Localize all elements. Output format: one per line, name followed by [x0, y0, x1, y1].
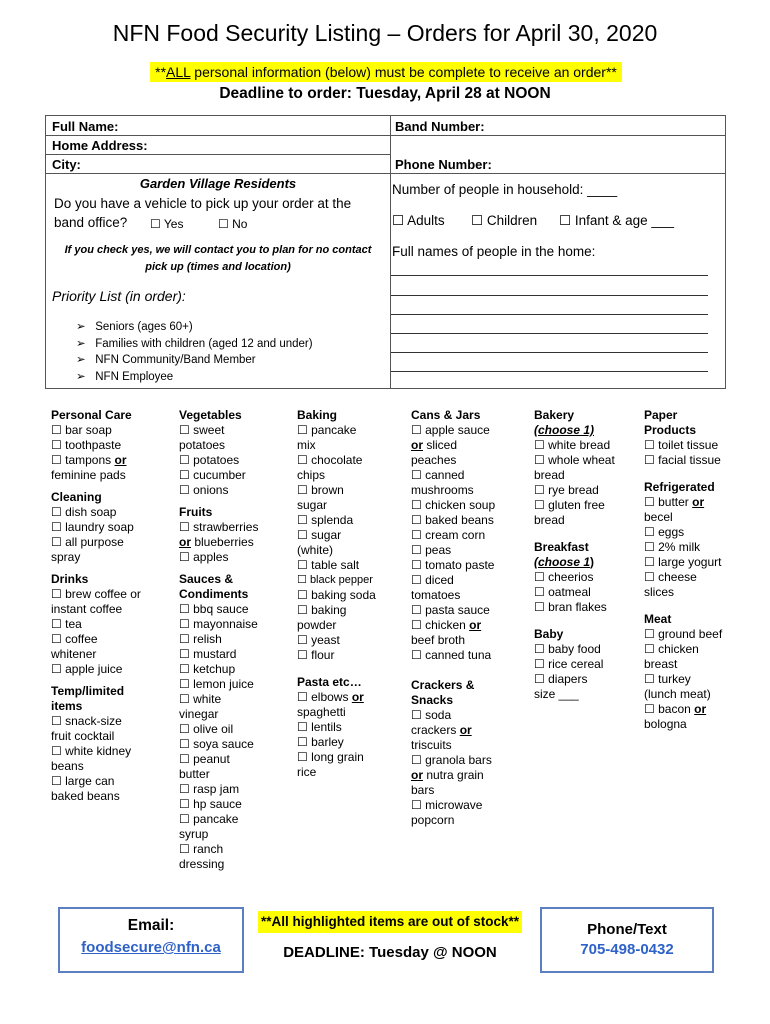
contact-note: If you check yes, we will contact you to plan for no contact [64, 244, 372, 256]
meat-heading: Meat [644, 612, 672, 626]
item-mustard[interactable]: ☐ mustard [179, 647, 258, 662]
item-rice-cereal[interactable]: ☐ rice cereal [534, 657, 615, 672]
item-snack-size[interactable]: ☐ snack-size [51, 714, 141, 729]
phone-number[interactable]: 705-498-0432 [580, 941, 674, 958]
item-ground-beef[interactable]: ☐ ground beef [644, 627, 722, 642]
adults-checkbox[interactable] [392, 213, 445, 229]
item-pancake-mix[interactable]: ☐ pancake [297, 423, 376, 438]
item-mix: mix [297, 438, 316, 452]
footer-deadline: DEADLINE: Tuesday @ NOON [283, 944, 497, 961]
name-line[interactable] [391, 314, 708, 315]
item-flour[interactable]: ☐ flour [297, 648, 376, 663]
item-chocolate-chips[interactable]: ☐ chocolate [297, 453, 376, 468]
item-splenda[interactable]: ☐ splenda [297, 513, 376, 528]
sauces-heading-2: Condiments [179, 587, 249, 601]
item-milk[interactable]: ☐ 2% milk [644, 540, 722, 555]
item-potatoes[interactable]: ☐ potatoes [179, 453, 258, 468]
full-names-label: Full names of people in the home: [392, 244, 596, 259]
item-pasta-sauce[interactable]: ☐ pasta sauce [411, 603, 495, 618]
column-paper [644, 408, 722, 732]
item-brew-coffee[interactable]: ☐ brew coffee or [51, 587, 141, 602]
item-peaches: peaches [411, 453, 457, 467]
item-syrup: syrup [179, 827, 209, 841]
item-dish-soap[interactable]: ☐ dish soap [51, 505, 141, 520]
item-apple-juice[interactable]: ☐ apple juice [51, 662, 141, 677]
baking-heading: Baking [297, 408, 338, 422]
item-mayonnaise[interactable]: ☐ mayonnaise [179, 617, 258, 632]
item-olive-oil[interactable]: ☐ olive oil [179, 722, 258, 737]
phone-label: Phone/Text [587, 921, 667, 938]
item-sweet-potatoes[interactable]: ☐ sweet [179, 423, 258, 438]
item-diaper-size[interactable]: size ___ [534, 687, 579, 701]
paper-heading-2: Products [644, 423, 697, 437]
item-fruit-cocktail: fruit cocktail [51, 729, 115, 743]
temp-items-heading: Temp/limited [51, 684, 125, 698]
item-rye-bread[interactable]: ☐ rye bread [534, 483, 615, 498]
notice-banner [150, 62, 622, 82]
item-mushrooms: mushrooms [411, 483, 474, 497]
yes-label: Yes [163, 217, 184, 231]
infant-checkbox[interactable] [559, 213, 674, 229]
item-lemon-juice[interactable]: ☐ lemon juice [179, 677, 258, 692]
item-ranch-dressing[interactable]: ☐ ranch [179, 842, 258, 857]
no-checkbox[interactable] [218, 217, 247, 231]
cans-heading: Cans & Jars [411, 408, 481, 422]
item-nutra-grain: or nutra grain [411, 768, 484, 782]
item-baby-food[interactable]: ☐ baby food [534, 642, 615, 657]
item-large-yogurt[interactable]: ☐ large yogurt [644, 555, 722, 570]
band-number-field[interactable]: Band Number: [395, 119, 485, 134]
item-spaghetti: spaghetti [297, 705, 346, 719]
item-granola-bars[interactable]: ☐ granola bars [411, 753, 495, 768]
home-address-field[interactable]: Home Address: [52, 138, 148, 153]
notice-all: ALL [166, 64, 191, 80]
notice-prefix: ** [155, 64, 167, 80]
item-sliced: or sliced [411, 438, 458, 452]
item-turkey[interactable]: ☐ turkey [644, 672, 722, 687]
item-dressing: dressing [179, 857, 225, 871]
item-gluten-free[interactable]: ☐ gluten free [534, 498, 615, 513]
adults-label: Adults [407, 213, 445, 228]
item-tampons[interactable]: ☐ tampons or [51, 453, 141, 468]
children-label: Children [486, 213, 538, 228]
item-peanut-butter[interactable]: ☐ peanut [179, 752, 258, 767]
item-baking-soda[interactable]: ☐ baking soda [297, 588, 376, 603]
item-strawberries[interactable]: ☐ strawberries [179, 520, 258, 535]
infant-label: Infant & age ___ [574, 213, 674, 228]
vehicle-question-2: band office? [54, 215, 128, 230]
item-barley[interactable]: ☐ barley [297, 735, 376, 750]
item-cucumber[interactable]: ☐ cucumber [179, 468, 258, 483]
no-label: No [232, 217, 248, 231]
item-large-can[interactable]: ☐ large can [51, 774, 141, 789]
item-breast: breast [644, 657, 678, 671]
item-canned-tuna[interactable]: ☐ canned tuna [411, 648, 495, 663]
item-canned-mushrooms[interactable]: ☐ canned [411, 468, 495, 483]
item-beans: beans [51, 759, 84, 773]
item-tomatoes: tomatoes [411, 588, 461, 602]
item-vinegar: vinegar [179, 707, 219, 721]
item-sugar-text: sugar [297, 498, 328, 512]
item-bran-flakes[interactable]: ☐ bran flakes [534, 600, 615, 615]
vegetables-heading: Vegetables [179, 408, 242, 422]
item-bread: bread [534, 468, 565, 482]
phone-box [540, 907, 714, 973]
column-baking [297, 408, 376, 780]
name-line[interactable] [391, 333, 708, 334]
paper-heading: Paper [644, 408, 678, 422]
column-cans [411, 408, 495, 828]
out-of-stock-note: **All highlighted items are out of stock** [258, 911, 522, 933]
item-brown-sugar[interactable]: ☐ brown [297, 483, 376, 498]
personal-info-form [45, 115, 726, 389]
crackers-heading: Crackers & [411, 678, 475, 692]
vehicle-question: Do you have a vehicle to pick up your order at the [54, 196, 352, 211]
item-cream-corn[interactable]: ☐ cream corn [411, 528, 495, 543]
breakfast-heading: Breakfast [534, 540, 589, 554]
item-lunch-meat: (lunch meat) [644, 687, 711, 701]
garden-village-heading: Garden Village Residents [139, 176, 297, 191]
drinks-heading: Drinks [51, 572, 89, 586]
name-line[interactable] [391, 275, 708, 276]
bakery-choose: (choose 1) [534, 423, 595, 437]
sauces-heading: Sauces & [179, 572, 234, 586]
item-all-purpose[interactable]: ☐ all purpose [51, 535, 141, 550]
item-hp-sauce[interactable]: ☐ hp sauce [179, 797, 258, 812]
temp-items-heading-2: items [51, 699, 83, 713]
item-soda-crackers[interactable]: ☐ soda [411, 708, 495, 723]
item-tomato-paste[interactable]: ☐ tomato paste [411, 558, 495, 573]
column-bakery [534, 408, 615, 702]
item-instant-coffee: instant coffee [51, 602, 123, 616]
item-bar-soap[interactable]: ☐ bar soap [51, 423, 141, 438]
full-name-field[interactable]: Full Name: [52, 119, 119, 134]
item-crackers: crackers or [411, 723, 472, 737]
item-ketchup[interactable]: ☐ ketchup [179, 662, 258, 677]
item-chicken-broth[interactable]: ☐ chicken or [411, 618, 495, 633]
item-white-vinegar[interactable]: ☐ white [179, 692, 258, 707]
item-tea[interactable]: ☐ tea [51, 617, 141, 632]
item-powder: powder [297, 618, 337, 632]
item-feminine-pads: feminine pads [51, 468, 126, 482]
bakery-heading: Bakery [534, 408, 575, 422]
item-elbows[interactable]: ☐ elbows or [297, 690, 376, 705]
item-lentils[interactable]: ☐ lentils [297, 720, 376, 735]
item-onions[interactable]: ☐ onions [179, 483, 258, 498]
item-microwave-popcorn[interactable]: ☐ microwave [411, 798, 495, 813]
item-slices: slices [644, 585, 675, 599]
item-white-bread[interactable]: ☐ white bread [534, 438, 615, 453]
pasta-heading: Pasta etc… [297, 675, 362, 689]
item-beef-broth: beef broth [411, 633, 466, 647]
item-relish[interactable]: ☐ relish [179, 632, 258, 647]
personal-care-heading: Personal Care [51, 408, 132, 422]
name-line[interactable] [391, 371, 708, 372]
email-box [58, 907, 244, 973]
item-chips: chips [297, 468, 326, 482]
breakfast-choose: (choose 1) [534, 555, 595, 569]
item-rice: rice [297, 765, 317, 779]
children-checkbox[interactable] [471, 213, 537, 229]
item-pancake-syrup[interactable]: ☐ pancake [179, 812, 258, 827]
item-whole-wheat[interactable]: ☐ whole wheat [534, 453, 615, 468]
item-diced-tomatoes[interactable]: ☐ diced [411, 573, 495, 588]
item-sweet-potatoes-2: potatoes [179, 438, 226, 452]
item-baked-beans: baked beans [51, 789, 120, 803]
priority-item: ➢ Seniors (ages 60+) [76, 321, 193, 333]
item-toilet-tissue[interactable]: ☐ toilet tissue [644, 438, 722, 453]
item-oatmeal[interactable]: ☐ oatmeal [534, 585, 615, 600]
column-vegetables [179, 408, 258, 872]
item-black-pepper[interactable]: ☐ black pepper [297, 573, 376, 588]
priority-heading: Priority List (in order): [52, 288, 186, 304]
item-apples[interactable]: ☐ apples [179, 550, 258, 565]
item-white-kidney[interactable]: ☐ white kidney [51, 744, 141, 759]
priority-list [76, 319, 313, 385]
item-cheerios[interactable]: ☐ cheerios [534, 570, 615, 585]
item-bologna: bologna [644, 717, 687, 731]
item-baking-powder[interactable]: ☐ baking [297, 603, 376, 618]
item-blueberries: or blueberries [179, 535, 254, 549]
item-facial-tissue[interactable]: ☐ facial tissue [644, 453, 722, 468]
priority-item: ➢ NFN Employee [76, 370, 174, 383]
refrigerated-heading: Refrigerated [644, 480, 715, 494]
item-spray: spray [51, 550, 81, 564]
item-bars: bars [411, 783, 435, 797]
item-eggs[interactable]: ☐ eggs [644, 525, 722, 540]
email-link[interactable]: foodsecure@nfn.ca [81, 939, 221, 956]
priority-item: ➢ NFN Community/Band Member [76, 354, 256, 366]
item-butter-fridge[interactable]: ☐ butter or [644, 495, 722, 510]
column-personal [51, 408, 141, 804]
item-table-salt[interactable]: ☐ table salt [297, 558, 376, 573]
fruits-heading: Fruits [179, 505, 213, 519]
item-toothpaste[interactable]: ☐ toothpaste [51, 438, 141, 453]
phone-number-field[interactable]: Phone Number: [395, 157, 492, 172]
item-coffee-whitener[interactable]: ☐ coffee [51, 632, 141, 647]
item-diapers[interactable]: ☐ diapers [534, 672, 615, 687]
item-baked-beans[interactable]: ☐ baked beans [411, 513, 495, 528]
item-whitener: whitener [51, 647, 97, 661]
item-laundry-soap[interactable]: ☐ laundry soap [51, 520, 141, 535]
order-deadline: Deadline to order: Tuesday, April 28 at NOON [219, 85, 551, 102]
item-long-grain[interactable]: ☐ long grain [297, 750, 376, 765]
household-count-field[interactable]: Number of people in household: ____ [392, 182, 618, 197]
item-rasp-jam[interactable]: ☐ rasp jam [179, 782, 258, 797]
baby-heading: Baby [534, 627, 564, 641]
item-chicken-soup[interactable]: ☐ chicken soup [411, 498, 495, 513]
crackers-heading-2: Snacks [411, 693, 454, 707]
item-soya-sauce[interactable]: ☐ soya sauce [179, 737, 258, 752]
item-white-sugar[interactable]: ☐ sugar [297, 528, 376, 543]
item-white: (white) [297, 543, 334, 557]
name-line[interactable] [391, 352, 708, 353]
cleaning-heading: Cleaning [51, 490, 102, 504]
item-yeast[interactable]: ☐ yeast [297, 633, 376, 648]
yes-checkbox[interactable] [150, 217, 183, 231]
item-apple-sauce[interactable]: ☐ apple sauce [411, 423, 495, 438]
item-bbq-sauce[interactable]: ☐ bbq sauce [179, 602, 258, 617]
contact-note-2: pick up (times and location) [145, 261, 291, 273]
item-bread-2: bread [534, 513, 565, 527]
item-popcorn: popcorn [411, 813, 455, 827]
item-bacon[interactable]: ☐ bacon or [644, 702, 722, 717]
item-cheese-slices[interactable]: ☐ cheese [644, 570, 722, 585]
city-field[interactable]: City: [52, 157, 81, 172]
email-label: Email: [127, 917, 175, 934]
item-becel: becel [644, 510, 673, 524]
name-line[interactable] [391, 295, 708, 296]
notice-text: personal information (below) must be complete to receive an order** [190, 64, 617, 80]
item-butter: butter [179, 767, 210, 781]
priority-item: ➢ Families with children (aged 12 and under) [76, 337, 313, 350]
page-title: NFN Food Security Listing – Orders for April 30, 2020 [112, 20, 658, 46]
item-chicken-breast[interactable]: ☐ chicken [644, 642, 722, 657]
item-peas[interactable]: ☐ peas [411, 543, 495, 558]
item-triscuits: triscuits [411, 738, 452, 752]
